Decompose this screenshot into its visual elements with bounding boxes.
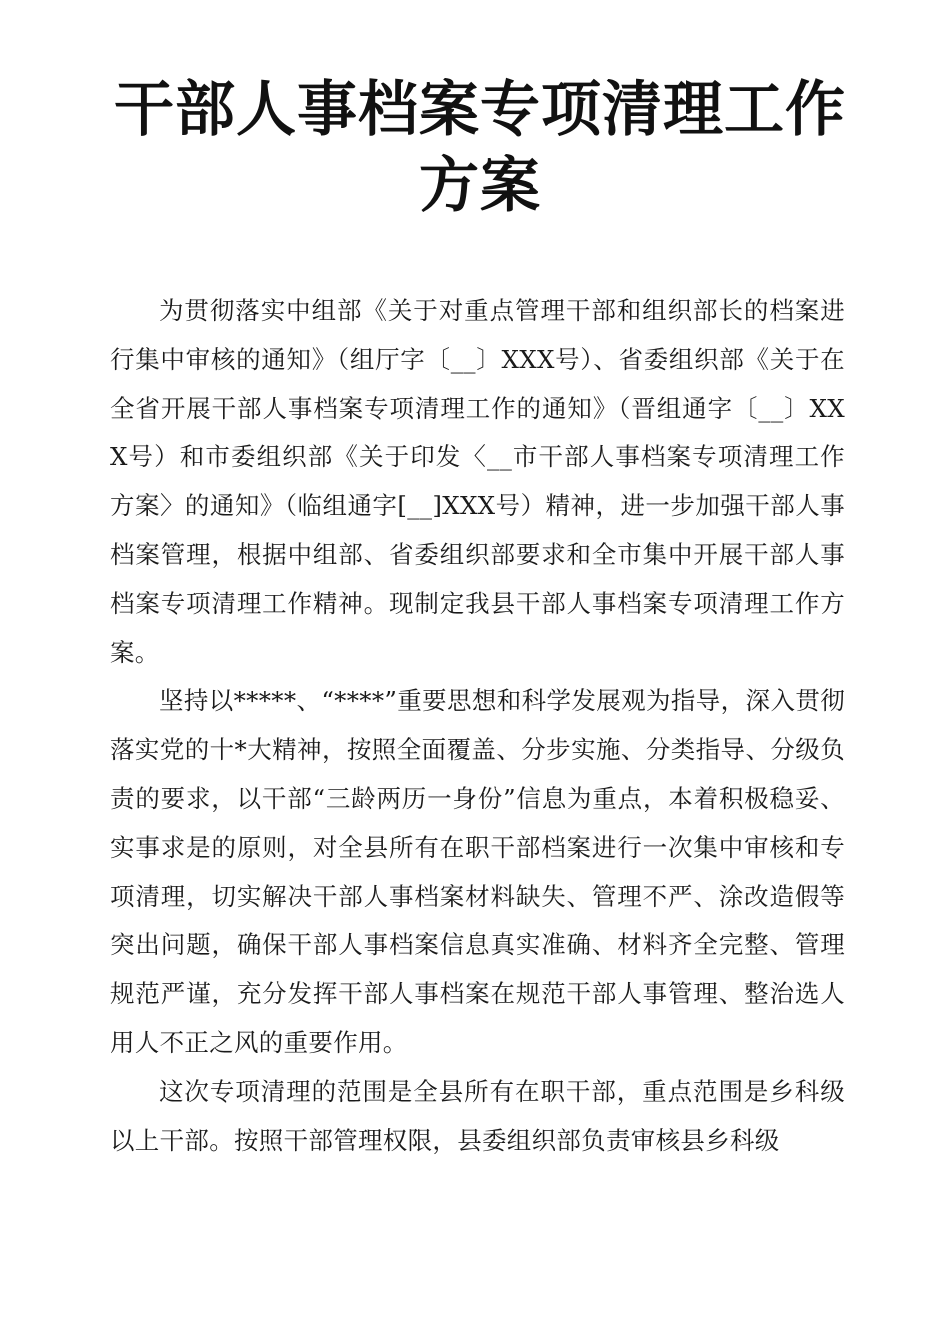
paragraph-3: 这次专项清理的范围是全县所有在职干部，重点范围是乡科级以上干部。按照干部管理权限，县委组织部负责审核县乡科级 xyxy=(110,1076,845,1155)
title-line-2: 方案 xyxy=(419,151,541,221)
document-title xyxy=(110,72,850,224)
paragraph-2: 坚持以*****、“****”重要思想和科学发展观为指导，深入贯彻落实党的十*大精神，按照全面覆盖、分步实施、分类指导、分级负责的要求，以干部“三龄两历一身份”信息为重点，本着积极稳妥、实事求是的原则，对全县所有在职干部档案进行一次集中审核和专项清理，切实解决干部人事档案材料缺失、管理不严、涂改造假等突出问题，确保干部人事档案信息真实准确、材料齐全完整、管理规范严谨，充分发挥干部人事档案在规范干部人事管理、整治选人用人不正之风的重要作用。 xyxy=(110,686,845,1057)
paragraph-1: 为贯彻落实中组部《关于对重点管理干部和组织部长的档案进行集中审核的通知》（组厅字〔__〕XXX号）、省委组织部《关于在全省开展干部人事档案专项清理工作的通知》（晋组通字〔__〕XXX号）和市委组织部《关于印发〈__市干部人事档案专项清理工作方案〉的通知》（临组通字[__]XXX号）精神，进一步加强干部人事档案管理，根据中组部、省委组织部要求和全市集中开展干部人事档案专项清理工作精神。现制定我县干部人事档案专项清理工作方案。 xyxy=(110,296,845,667)
document-body xyxy=(110,287,845,1165)
title-line-1: 干部人事档案专项清理工作 xyxy=(114,75,846,145)
